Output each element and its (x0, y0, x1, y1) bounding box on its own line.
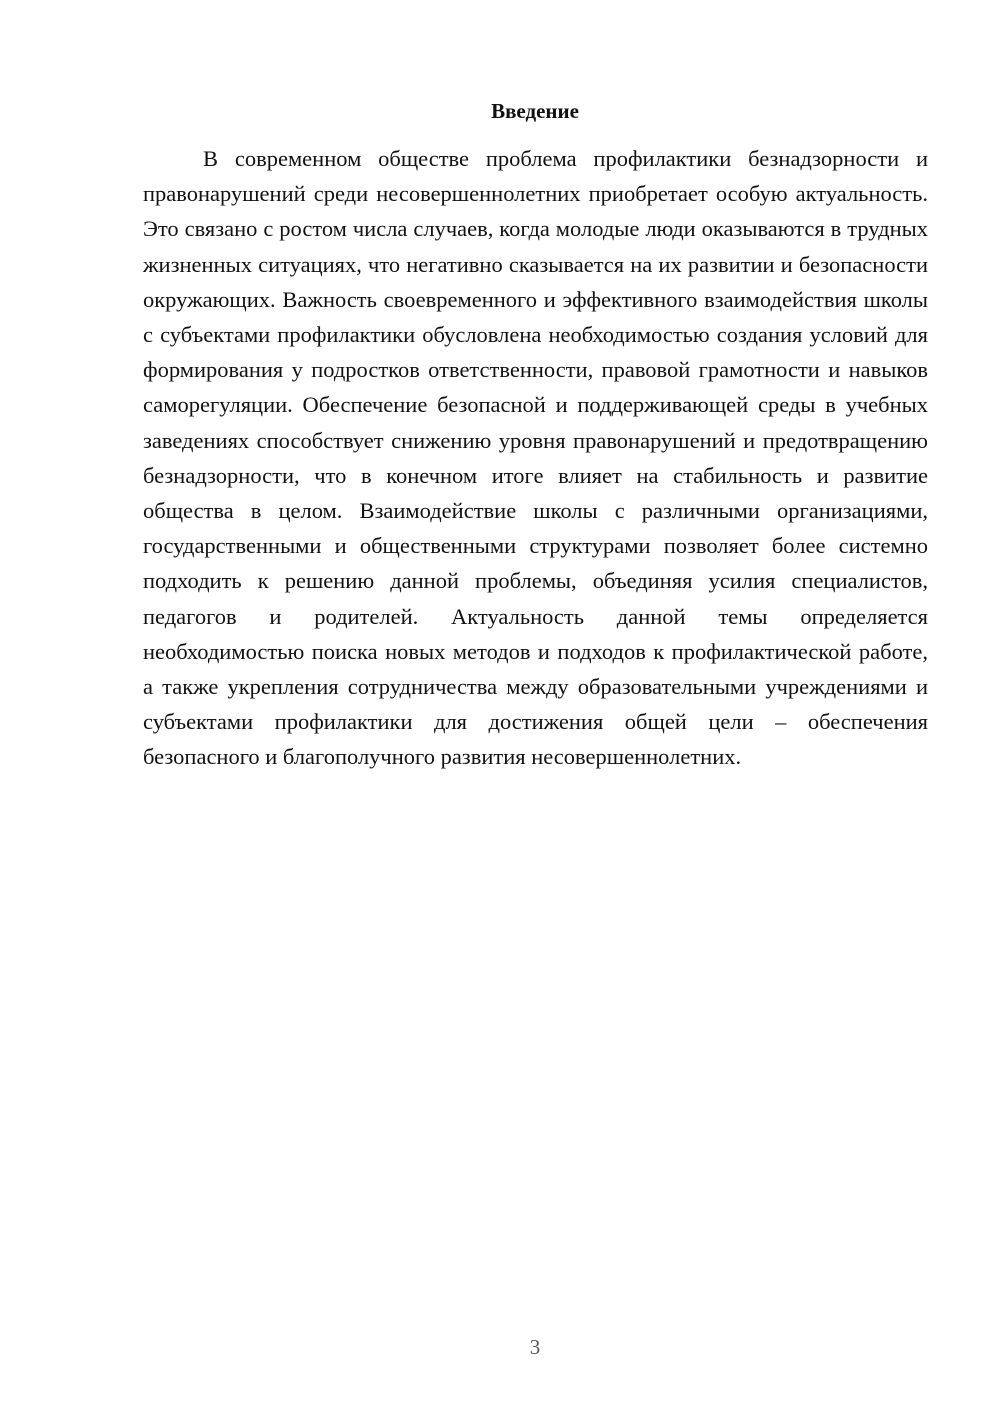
section-heading: Введение (491, 99, 579, 123)
page-number: 3 (529, 1335, 541, 1359)
introduction-paragraph: В современном обществе проблема профилактики безнадзорности и правонарушений среди несовершеннолетних приобретает особую актуальность. Это связано с ростом числа случаев, когда молодые люди оказываются в трудных жизненных ситуациях, что негативно сказывается на их развитии и безопасности окружающих. Важность своевременного и эффективного взаимодействия школы с субъектами профилактики обусловлена необходимостью создания условий для формирования у подростков ответственности, правовой грамотности и навыков саморегуляции. Обеспечение безопасной и поддерживающей среды в учебных заведениях способствует снижению уровня правонарушений и предотвращению безнадзорности, что в конечном итоге влияет на стабильность и развитие общества в целом. Взаимодействие школы с различными организациями, государственными и общественными структурами позволяет более системно подходить к решению данной проблемы, объединяя усилия специалистов, педагогов и родителей. Актуальность данной темы определяется необходимостью поиска новых методов и подходов к профилактической работе, а также укрепления сотрудничества между образовательными учреждениями и субъектами профилактики для достижения общей цели – обеспечения безопасного и благополучного развития несовершеннолетних. (143, 146, 928, 770)
